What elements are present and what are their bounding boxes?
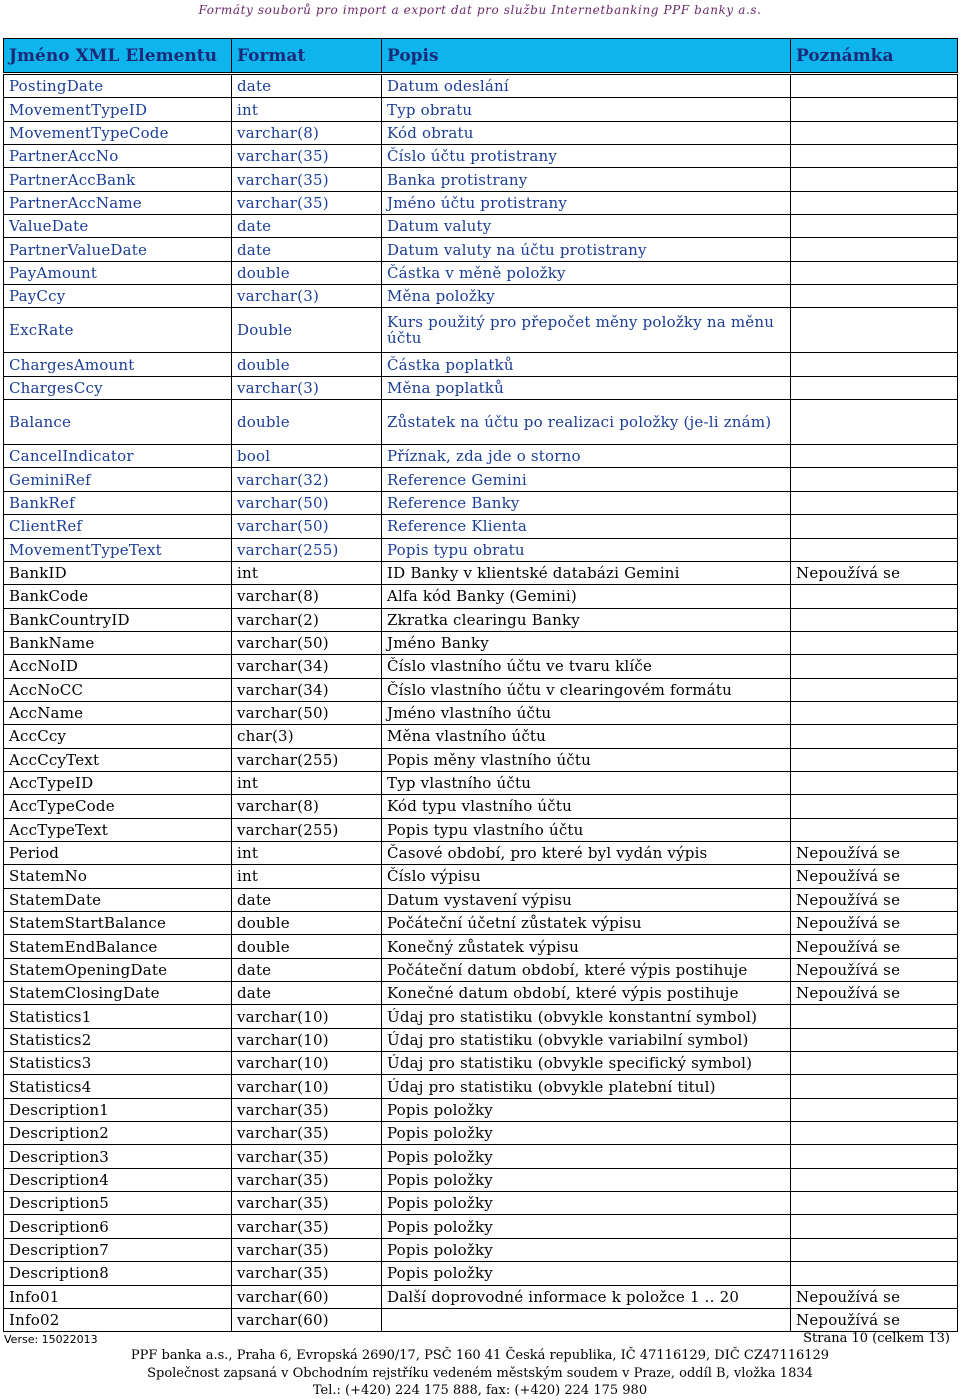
cell-note xyxy=(791,515,958,538)
cell-format: varchar(35) xyxy=(232,1262,382,1285)
table-row xyxy=(4,400,958,445)
cell-format: int xyxy=(232,771,382,794)
table-row xyxy=(4,1192,958,1215)
cell-note xyxy=(791,98,958,121)
cell-note xyxy=(791,585,958,608)
cell-note xyxy=(791,795,958,818)
table-row xyxy=(4,561,958,584)
table-row xyxy=(4,958,958,981)
cell-element-name: Description7 xyxy=(4,1238,232,1261)
table-row xyxy=(4,191,958,214)
table-row xyxy=(4,888,958,911)
table-row xyxy=(4,168,958,191)
cell-note xyxy=(791,771,958,794)
table-row xyxy=(4,608,958,631)
cell-description: Měna vlastního účtu xyxy=(382,725,791,748)
table-row xyxy=(4,1005,958,1028)
cell-element-name: Period xyxy=(4,841,232,864)
cell-format: varchar(60) xyxy=(232,1285,382,1308)
cell-format: date xyxy=(232,238,382,261)
cell-note xyxy=(791,818,958,841)
cell-description: Reference Banky xyxy=(382,491,791,514)
table-row xyxy=(4,1098,958,1121)
table-row xyxy=(4,1028,958,1051)
cell-description: Popis položky xyxy=(382,1098,791,1121)
cell-note: Nepoužívá se xyxy=(791,982,958,1005)
cell-format: varchar(3) xyxy=(232,376,382,399)
table-row xyxy=(4,818,958,841)
cell-description: Datum valuty na účtu protistrany xyxy=(382,238,791,261)
cell-format: varchar(35) xyxy=(232,1238,382,1261)
cell-format: varchar(32) xyxy=(232,468,382,491)
footer-registry: Společnost zapsaná v Obchodním rejstříku vedeném městským soudem v Praze, oddíl B, vložka 1834 xyxy=(147,1366,813,1381)
cell-note xyxy=(791,1168,958,1191)
cell-description: Banka protistrany xyxy=(382,168,791,191)
cell-format: double xyxy=(232,912,382,935)
table-row xyxy=(4,308,958,353)
cell-element-name: Description3 xyxy=(4,1145,232,1168)
cell-format: varchar(2) xyxy=(232,608,382,631)
cell-element-name: Description2 xyxy=(4,1122,232,1145)
footer-contact: Tel.: (+420) 224 175 888, fax: (+420) 224 175 980 xyxy=(312,1383,648,1398)
cell-description: Číslo výpisu xyxy=(382,865,791,888)
cell-note xyxy=(791,308,958,353)
cell-element-name: Info02 xyxy=(4,1308,232,1331)
cell-element-name: AccTypeCode xyxy=(4,795,232,818)
table-row xyxy=(4,935,958,958)
cell-note xyxy=(791,655,958,678)
cell-format: varchar(8) xyxy=(232,795,382,818)
cell-description: Popis položky xyxy=(382,1192,791,1215)
cell-format: varchar(50) xyxy=(232,701,382,724)
cell-description: Počáteční datum období, které výpis postihuje xyxy=(382,958,791,981)
cell-element-name: MovementTypeText xyxy=(4,538,232,561)
cell-description: Datum valuty xyxy=(382,215,791,238)
table-row xyxy=(4,701,958,724)
cell-note xyxy=(791,631,958,654)
cell-element-name: Balance xyxy=(4,400,232,445)
cell-format: bool xyxy=(232,445,382,468)
cell-element-name: AccName xyxy=(4,701,232,724)
cell-description: Měna položky xyxy=(382,285,791,308)
cell-description: Zkratka clearingu Banky xyxy=(382,608,791,631)
cell-element-name: Statistics3 xyxy=(4,1052,232,1075)
table-header-row xyxy=(4,39,958,74)
table-row xyxy=(4,491,958,514)
cell-format: double xyxy=(232,935,382,958)
cell-description: Popis položky xyxy=(382,1168,791,1191)
table-row xyxy=(4,1215,958,1238)
cell-element-name: PartnerValueDate xyxy=(4,238,232,261)
table-row xyxy=(4,1052,958,1075)
cell-note xyxy=(791,376,958,399)
cell-format: varchar(10) xyxy=(232,1075,382,1098)
cell-format: Double xyxy=(232,308,382,353)
cell-note xyxy=(791,748,958,771)
cell-note xyxy=(791,1122,958,1145)
cell-element-name: PartnerAccName xyxy=(4,191,232,214)
cell-note xyxy=(791,701,958,724)
cell-format: varchar(60) xyxy=(232,1308,382,1331)
table-row xyxy=(4,121,958,144)
table-row xyxy=(4,353,958,376)
cell-element-name: BankCountryID xyxy=(4,608,232,631)
cell-note: Nepoužívá se xyxy=(791,1285,958,1308)
cell-description: Kód typu vlastního účtu xyxy=(382,795,791,818)
table-row xyxy=(4,445,958,468)
cell-element-name: StatemEndBalance xyxy=(4,935,232,958)
cell-format: varchar(35) xyxy=(232,168,382,191)
cell-description: ID Banky v klientské databázi Gemini xyxy=(382,561,791,584)
cell-element-name: Description4 xyxy=(4,1168,232,1191)
cell-format: int xyxy=(232,98,382,121)
cell-description: Typ obratu xyxy=(382,98,791,121)
cell-note xyxy=(791,1098,958,1121)
cell-note xyxy=(791,1215,958,1238)
cell-description: Příznak, zda jde o storno xyxy=(382,445,791,468)
cell-note xyxy=(791,1028,958,1051)
cell-element-name: MovementTypeID xyxy=(4,98,232,121)
cell-element-name: BankName xyxy=(4,631,232,654)
cell-element-name: CancelIndicator xyxy=(4,445,232,468)
cell-description: Jméno účtu protistrany xyxy=(382,191,791,214)
cell-format: varchar(35) xyxy=(232,1192,382,1215)
table-row xyxy=(4,538,958,561)
cell-format: int xyxy=(232,841,382,864)
cell-element-name: PayCcy xyxy=(4,285,232,308)
cell-note xyxy=(791,608,958,631)
cell-description: Kód obratu xyxy=(382,121,791,144)
cell-note xyxy=(791,1145,958,1168)
table-row xyxy=(4,725,958,748)
cell-note xyxy=(791,491,958,514)
cell-note xyxy=(791,145,958,168)
cell-note: Nepoužívá se xyxy=(791,912,958,935)
cell-element-name: AccTypeID xyxy=(4,771,232,794)
cell-format: varchar(8) xyxy=(232,585,382,608)
cell-format: varchar(10) xyxy=(232,1028,382,1051)
cell-description: Popis typu obratu xyxy=(382,538,791,561)
table-row xyxy=(4,585,958,608)
cell-format: varchar(35) xyxy=(232,1098,382,1121)
cell-description xyxy=(382,1308,791,1331)
cell-format: varchar(35) xyxy=(232,1215,382,1238)
cell-format: date xyxy=(232,958,382,981)
cell-format: varchar(35) xyxy=(232,1122,382,1145)
cell-description: Číslo vlastního účtu ve tvaru klíče xyxy=(382,655,791,678)
cell-element-name: Info01 xyxy=(4,1285,232,1308)
cell-format: varchar(10) xyxy=(232,1005,382,1028)
table-row xyxy=(4,468,958,491)
cell-element-name: BankCode xyxy=(4,585,232,608)
cell-description: Datum vystavení výpisu xyxy=(382,888,791,911)
cell-element-name: Statistics4 xyxy=(4,1075,232,1098)
cell-element-name: StatemClosingDate xyxy=(4,982,232,1005)
cell-element-name: StatemDate xyxy=(4,888,232,911)
cell-description: Popis položky xyxy=(382,1215,791,1238)
table-row xyxy=(4,912,958,935)
cell-element-name: PayAmount xyxy=(4,261,232,284)
cell-format: varchar(35) xyxy=(232,1168,382,1191)
cell-note: Nepoužívá se xyxy=(791,888,958,911)
cell-description: Částka poplatků xyxy=(382,353,791,376)
cell-note xyxy=(791,1192,958,1215)
cell-element-name: GeminiRef xyxy=(4,468,232,491)
cell-note xyxy=(791,168,958,191)
cell-note xyxy=(791,1075,958,1098)
cell-element-name: AccTypeText xyxy=(4,818,232,841)
table-row xyxy=(4,1308,958,1331)
table-row xyxy=(4,865,958,888)
table-row xyxy=(4,1262,958,1285)
cell-format: varchar(34) xyxy=(232,678,382,701)
cell-description: Částka v měně položky xyxy=(382,261,791,284)
cell-description: Popis položky xyxy=(382,1262,791,1285)
cell-element-name: ChargesCcy xyxy=(4,376,232,399)
cell-description: Konečný zůstatek výpisu xyxy=(382,935,791,958)
cell-element-name: StatemNo xyxy=(4,865,232,888)
cell-format: varchar(10) xyxy=(232,1052,382,1075)
cell-note xyxy=(791,215,958,238)
footer-page-number: Strana 10 (celkem 13) xyxy=(803,1331,950,1346)
cell-description: Typ vlastního účtu xyxy=(382,771,791,794)
cell-note xyxy=(791,400,958,445)
cell-element-name: Description5 xyxy=(4,1192,232,1215)
cell-note xyxy=(791,191,958,214)
cell-element-name: ChargesAmount xyxy=(4,353,232,376)
cell-note xyxy=(791,121,958,144)
table-row xyxy=(4,1122,958,1145)
cell-description: Kurs použitý pro přepočet měny položky na měnu účtu xyxy=(382,308,791,353)
table-row xyxy=(4,655,958,678)
table-row xyxy=(4,238,958,261)
table-row xyxy=(4,261,958,284)
cell-format: date xyxy=(232,215,382,238)
cell-element-name: AccCcyText xyxy=(4,748,232,771)
table-row xyxy=(4,98,958,121)
cell-format: varchar(35) xyxy=(232,191,382,214)
cell-description: Údaj pro statistiku (obvykle specifický symbol) xyxy=(382,1052,791,1075)
cell-format: date xyxy=(232,982,382,1005)
cell-element-name: ExcRate xyxy=(4,308,232,353)
cell-description: Reference Gemini xyxy=(382,468,791,491)
cell-element-name: Description8 xyxy=(4,1262,232,1285)
cell-element-name: StatemStartBalance xyxy=(4,912,232,935)
cell-note xyxy=(791,261,958,284)
cell-element-name: AccNoCC xyxy=(4,678,232,701)
cell-description: Zůstatek na účtu po realizaci položky (je-li znám) xyxy=(382,400,791,445)
table-row xyxy=(4,1238,958,1261)
cell-format: varchar(34) xyxy=(232,655,382,678)
cell-note xyxy=(791,353,958,376)
cell-format: varchar(50) xyxy=(232,491,382,514)
cell-format: varchar(8) xyxy=(232,121,382,144)
cell-element-name: Statistics2 xyxy=(4,1028,232,1051)
cell-element-name: AccCcy xyxy=(4,725,232,748)
cell-description: Údaj pro statistiku (obvykle platební titul) xyxy=(382,1075,791,1098)
cell-description: Časové období, pro které byl vydán výpis xyxy=(382,841,791,864)
cell-element-name: Description6 xyxy=(4,1215,232,1238)
cell-note xyxy=(791,1005,958,1028)
cell-format: date xyxy=(232,74,382,98)
cell-note: Nepoužívá se xyxy=(791,561,958,584)
cell-element-name: BankRef xyxy=(4,491,232,514)
document-header: Formáty souborů pro import a export dat pro službu Internetbanking PPF banky a.s. xyxy=(198,3,762,17)
cell-description: Údaj pro statistiku (obvykle variabilní symbol) xyxy=(382,1028,791,1051)
cell-element-name: PartnerAccBank xyxy=(4,168,232,191)
cell-element-name: BankID xyxy=(4,561,232,584)
cell-description: Číslo účtu protistrany xyxy=(382,145,791,168)
cell-format: varchar(35) xyxy=(232,145,382,168)
cell-element-name: PartnerAccNo xyxy=(4,145,232,168)
cell-description: Další doprovodné informace k položce 1 .. 20 xyxy=(382,1285,791,1308)
table-row xyxy=(4,841,958,864)
table-row xyxy=(4,631,958,654)
table-row xyxy=(4,795,958,818)
cell-description: Reference Klienta xyxy=(382,515,791,538)
cell-description: Číslo vlastního účtu v clearingovém formátu xyxy=(382,678,791,701)
cell-description: Popis typu vlastního účtu xyxy=(382,818,791,841)
cell-description: Jméno vlastního účtu xyxy=(382,701,791,724)
cell-description: Popis položky xyxy=(382,1238,791,1261)
cell-note xyxy=(791,445,958,468)
cell-description: Popis položky xyxy=(382,1145,791,1168)
cell-element-name: StatemOpeningDate xyxy=(4,958,232,981)
cell-description: Jméno Banky xyxy=(382,631,791,654)
cell-description: Měna poplatků xyxy=(382,376,791,399)
table-row xyxy=(4,145,958,168)
table-row xyxy=(4,215,958,238)
table-row xyxy=(4,678,958,701)
cell-description: Konečné datum období, které výpis postihuje xyxy=(382,982,791,1005)
cell-note xyxy=(791,285,958,308)
cell-format: char(3) xyxy=(232,725,382,748)
cell-note: Nepoužívá se xyxy=(791,958,958,981)
cell-element-name: Description1 xyxy=(4,1098,232,1121)
cell-note: Nepoužívá se xyxy=(791,1308,958,1331)
table-row xyxy=(4,771,958,794)
cell-note xyxy=(791,538,958,561)
cell-description: Popis měny vlastního účtu xyxy=(382,748,791,771)
cell-note xyxy=(791,468,958,491)
cell-note: Nepoužívá se xyxy=(791,865,958,888)
table-row xyxy=(4,1145,958,1168)
cell-note xyxy=(791,725,958,748)
cell-note xyxy=(791,238,958,261)
table-row xyxy=(4,1168,958,1191)
cell-format: varchar(35) xyxy=(232,1145,382,1168)
cell-note xyxy=(791,1262,958,1285)
table-row xyxy=(4,748,958,771)
cell-format: varchar(255) xyxy=(232,818,382,841)
column-header-format: Format xyxy=(232,39,382,74)
cell-note xyxy=(791,1052,958,1075)
table-row xyxy=(4,376,958,399)
table-row xyxy=(4,1285,958,1308)
cell-format: varchar(50) xyxy=(232,515,382,538)
cell-element-name: PostingDate xyxy=(4,74,232,98)
cell-format: date xyxy=(232,888,382,911)
cell-description: Údaj pro statistiku (obvykle konstantní symbol) xyxy=(382,1005,791,1028)
cell-format: double xyxy=(232,400,382,445)
cell-format: varchar(3) xyxy=(232,285,382,308)
cell-element-name: AccNoID xyxy=(4,655,232,678)
cell-format: int xyxy=(232,865,382,888)
cell-element-name: ValueDate xyxy=(4,215,232,238)
cell-description: Počáteční účetní zůstatek výpisu xyxy=(382,912,791,935)
xml-elements-table xyxy=(3,38,958,1332)
cell-format: varchar(50) xyxy=(232,631,382,654)
column-header-name: Jméno XML Elementu xyxy=(4,39,232,74)
column-header-desc: Popis xyxy=(382,39,791,74)
cell-note xyxy=(791,1238,958,1261)
cell-element-name: ClientRef xyxy=(4,515,232,538)
cell-format: varchar(255) xyxy=(232,748,382,771)
column-header-note: Poznámka xyxy=(791,39,958,74)
cell-element-name: Statistics1 xyxy=(4,1005,232,1028)
cell-format: varchar(255) xyxy=(232,538,382,561)
cell-format: double xyxy=(232,261,382,284)
table-row xyxy=(4,285,958,308)
table-row xyxy=(4,982,958,1005)
cell-description: Popis položky xyxy=(382,1122,791,1145)
table-row xyxy=(4,515,958,538)
cell-note xyxy=(791,74,958,98)
cell-description: Alfa kód Banky (Gemini) xyxy=(382,585,791,608)
footer-version: Verse: 15022013 xyxy=(4,1333,98,1346)
cell-description: Datum odeslání xyxy=(382,74,791,98)
cell-note: Nepoužívá se xyxy=(791,841,958,864)
cell-element-name: MovementTypeCode xyxy=(4,121,232,144)
cell-format: int xyxy=(232,561,382,584)
footer-address: PPF banka a.s., Praha 6, Evropská 2690/17, PSČ 160 41 Česká republika, IČ 47116129, DIČ CZ47116129 xyxy=(130,1348,830,1363)
table-row xyxy=(4,1075,958,1098)
cell-note xyxy=(791,678,958,701)
cell-format: double xyxy=(232,353,382,376)
cell-note: Nepoužívá se xyxy=(791,935,958,958)
table-row xyxy=(4,74,958,98)
